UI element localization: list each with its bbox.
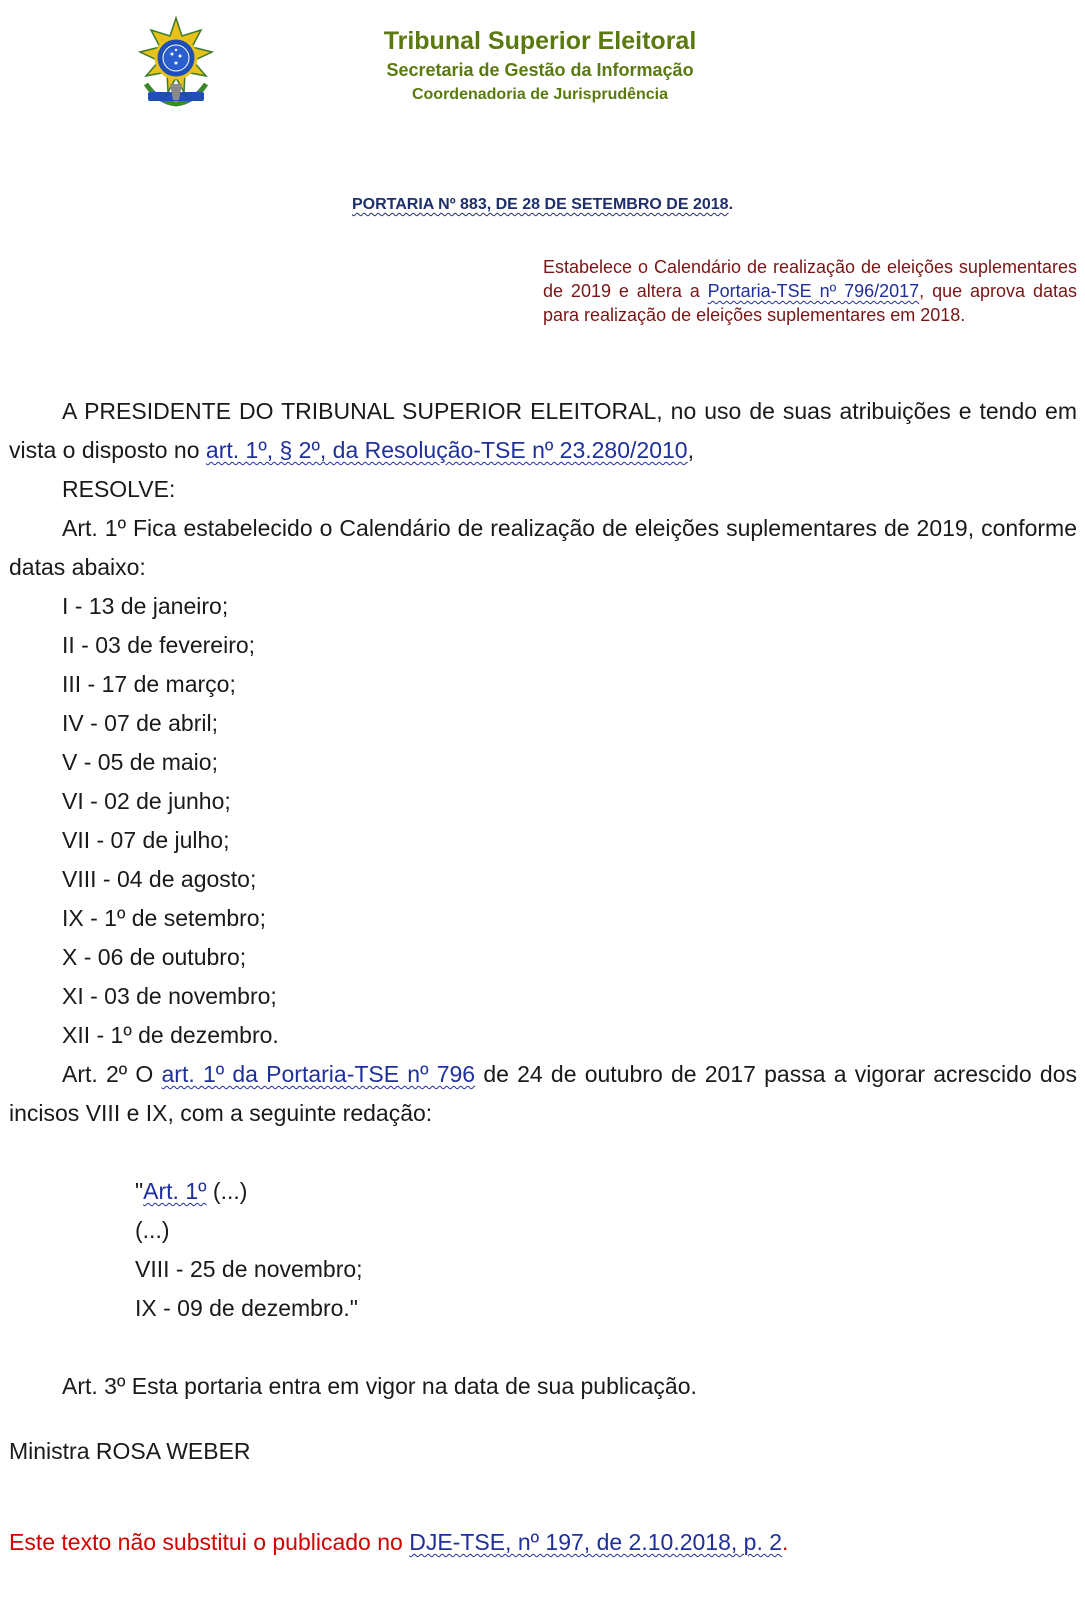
- date-item-8: VIII - 04 de agosto;: [62, 866, 257, 892]
- ementa-text-after: , que aprova datas para realização de eleições suplementares em 2018.: [543, 281, 1077, 325]
- article-2: [9, 1055, 1077, 1133]
- quote-line-1: [9, 1172, 1077, 1211]
- preamble-text-after: ,: [687, 437, 694, 463]
- secretariat-name: Secretaria de Gestão da Informação: [386, 60, 694, 80]
- institution-name: Tribunal Superior Eleitoral: [383, 27, 697, 55]
- title-link[interactable]: PORTARIA Nº 883, DE 28 DE SETEMBRO DE 2018: [351, 196, 729, 213]
- date-item-4: IV - 07 de abril;: [62, 710, 218, 736]
- footer-text: Este texto não substitui o publicado no: [9, 1529, 410, 1555]
- quote-line-4: IX - 09 de dezembro.": [135, 1295, 358, 1321]
- resolve-heading: RESOLVE:: [62, 476, 176, 502]
- article-2-text-before: Art. 2º O: [62, 1061, 162, 1087]
- date-item-7: VII - 07 de julho;: [62, 827, 230, 853]
- date-item-3: III - 17 de março;: [62, 671, 236, 697]
- spacer: [9, 1133, 1077, 1172]
- date-item-12: XII - 1º de dezembro.: [62, 1022, 279, 1048]
- quote-line-2: (...): [135, 1217, 170, 1243]
- coordination-name: Coordenadoria de Jurisprudência: [411, 86, 669, 103]
- quote-rest: (...): [206, 1178, 248, 1204]
- footer-suffix: .: [782, 1529, 789, 1555]
- brazil-coat-of-arms-icon: [130, 14, 222, 110]
- article-2-portaria-link[interactable]: art. 1º da Portaria-TSE nº 796: [161, 1061, 476, 1087]
- ementa-portaria-link[interactable]: Portaria-TSE nº 796/2017: [707, 281, 920, 301]
- quote-article-link[interactable]: Art. 1º: [143, 1178, 207, 1204]
- date-item-9: IX - 1º de setembro;: [62, 905, 266, 931]
- article-2-text-after: de 24 de outubro de 2017 passa a vigorar acrescido dos incisos VIII e IX, com a seguinte redação:: [9, 1061, 1077, 1126]
- spacer: [9, 1328, 1077, 1367]
- document-title: [0, 196, 1085, 214]
- preamble: [9, 392, 1077, 470]
- preamble-resolution-link[interactable]: art. 1º, § 2º, da Resolução-TSE nº 23.280/2010: [205, 437, 688, 463]
- ementa: [543, 255, 1077, 327]
- document-body: [9, 392, 1077, 1471]
- ementa-text-before: Estabelece o Calendário de realização de eleições suplementares de 2019 e altera a: [543, 257, 1077, 301]
- footer-disclaimer: [9, 1529, 788, 1556]
- spacer: [9, 1406, 1077, 1432]
- date-item-10: X - 06 de outubro;: [62, 944, 247, 970]
- preamble-text-before: A PRESIDENTE DO TRIBUNAL SUPERIOR ELEITORAL, no uso de suas atribuições e tendo em vista o disposto no: [9, 398, 1077, 463]
- quote-line-3: VIII - 25 de novembro;: [135, 1256, 363, 1282]
- signature: Ministra ROSA WEBER: [9, 1438, 251, 1464]
- date-item-6: VI - 02 de junho;: [62, 788, 231, 814]
- quote-open: ": [135, 1178, 144, 1204]
- article-1: Art. 1º Fica estabelecido o Calendário de realização de eleições suplementares de 2019, conforme datas abaixo:: [9, 515, 1077, 580]
- article-3: Art. 3º Esta portaria entra em vigor na data de sua publicação.: [62, 1373, 697, 1399]
- date-item-11: XI - 03 de novembro;: [62, 983, 277, 1009]
- date-item-2: II - 03 de fevereiro;: [62, 632, 256, 658]
- date-item-1: I - 13 de janeiro;: [62, 593, 229, 619]
- title-suffix: .: [728, 196, 734, 213]
- date-item-5: V - 05 de maio;: [62, 749, 218, 775]
- footer-dje-link[interactable]: DJE-TSE, nº 197, de 2.10.2018, p. 2: [409, 1529, 783, 1555]
